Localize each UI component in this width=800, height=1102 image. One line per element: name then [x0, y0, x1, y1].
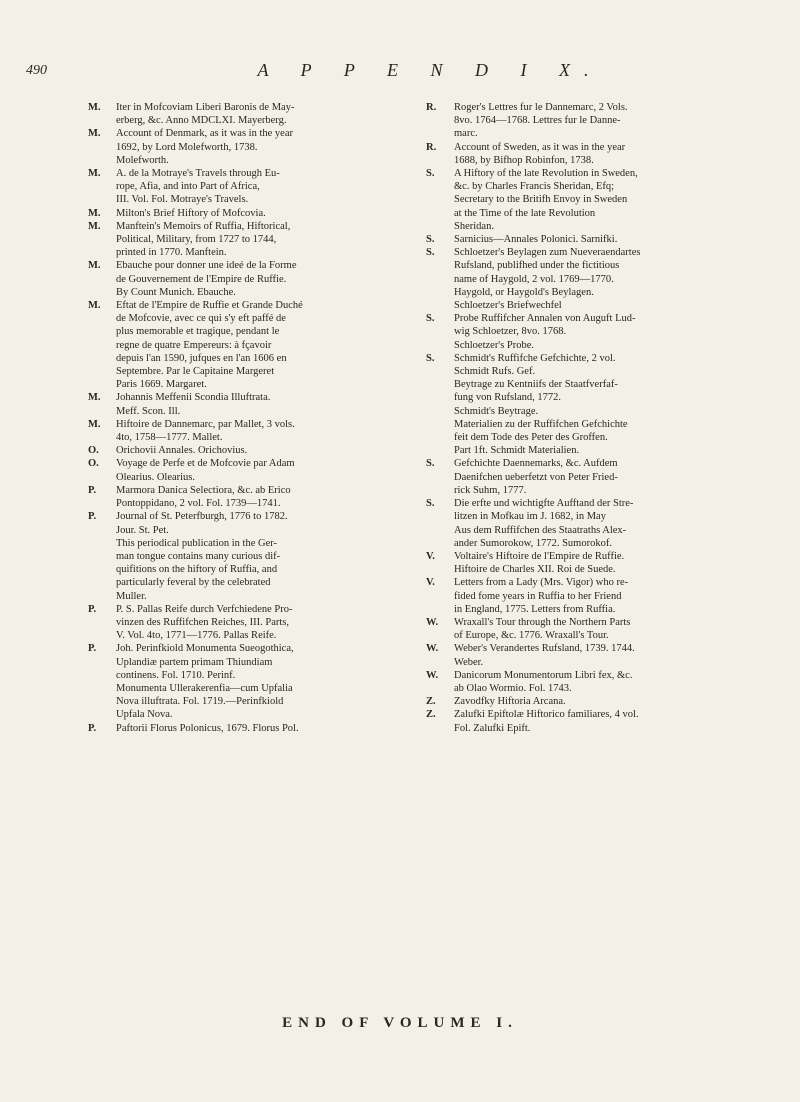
bibliography-entry — [88, 220, 418, 260]
entry-text: Zavodfky Hiftoria Arcana. — [454, 696, 566, 708]
bibliography-entry — [88, 510, 418, 602]
bibliography-entry — [426, 233, 766, 246]
entry-letter: S. — [426, 313, 435, 325]
bibliography-entry — [426, 642, 766, 668]
entry-text: Roger's Lettres fur le Dannemarc, 2 Vols. 8vo. 1764—1768. Lettres fur le Danne- marc. — [454, 102, 628, 140]
entry-letter: W. — [426, 669, 439, 681]
bibliography-entry — [88, 642, 418, 721]
bibliography-entry — [426, 312, 766, 352]
entry-text: Account of Denmark, as it was in the year 1692, by Lord Molefworth, 1738. Molefworth. — [116, 128, 293, 166]
entry-letter: O. — [88, 458, 99, 470]
entry-letter: W. — [426, 643, 439, 655]
end-of-volume: END OF VOLUME I. — [282, 1015, 518, 1031]
bibliography-entry — [426, 497, 766, 550]
bibliography-entry — [88, 722, 418, 735]
entry-text: Letters from a Lady (Mrs. Vigor) who re- fided fome years in Ruffia to her Friend in England, 1775. Letters from Ruffia. — [454, 577, 629, 615]
entry-letter: Z. — [426, 696, 436, 708]
bibliography-entry — [426, 576, 766, 616]
entry-letter: M. — [88, 207, 101, 219]
bibliography-entry — [88, 127, 418, 167]
entry-text: Joh. Perinfkiold Monumenta Sueogothica, Uplandiæ partem primam Thiundiam continens. Fol. 1710. Perinf. Monumenta Ullerakerenfia—cum Upfalia Nova illuftrata. Fol. 1719.—Perinfkiold Upfala Nova. — [116, 643, 294, 721]
entry-letter: P. — [88, 603, 97, 615]
bibliography-entry — [88, 207, 418, 220]
entry-letter: O. — [88, 445, 99, 457]
entry-text: Journal of St. Peterfburgh, 1776 to 1782. Jour. St. Pet. This periodical publication in the Ger- man tongue contains many curious dif- quifitions on the hiftory of Ruffia, and particularly feveral by the celebrated Muller. — [116, 511, 288, 602]
entry-text: Wraxall's Tour through the Northern Parts of Europe, &c. 1776. Wraxall's Tour. — [454, 616, 631, 642]
left-column — [88, 101, 418, 735]
entry-letter: M. — [88, 168, 101, 180]
entry-text: A. de la Motraye's Travels through Eu- rope, Afia, and into Part of Africa, III. Vol. Fol. Motraye's Travels. — [116, 168, 280, 206]
entry-text: Voltaire's Hiftoire de l'Empire de Ruffie. Hiftoire de Charles XII. Roi de Suede. — [454, 550, 625, 576]
entry-text: Gefchichte Daennemarks, &c. Aufdem Daenifchen ueberfetzt von Peter Fried- rick Suhm, 1777. — [454, 458, 618, 496]
entry-text: Weber's Verandertes Rufsland, 1739. 1744. Weber. — [454, 643, 635, 668]
entry-letter: V. — [426, 550, 435, 562]
bibliography-entry — [88, 603, 418, 643]
bibliography-entry — [426, 141, 766, 167]
bibliography-entry — [88, 259, 418, 299]
entry-letter: S. — [426, 168, 435, 180]
bibliography-entry — [426, 352, 766, 458]
entry-letter: S. — [426, 247, 435, 259]
entry-letter: M. — [88, 418, 101, 430]
entry-text: Zalufki Epiftolæ Hiftorico familiares, 4 vol. Fol. Zalufki Epift. — [454, 709, 639, 734]
entry-text: Orichovii Annales. Orichovius. — [116, 445, 248, 457]
bibliography-entry — [88, 444, 418, 457]
entry-text: Eftat de l'Empire de Ruffie et Grande Duché de Mofcovie, avec ce qui s'y eft paffé de plus memorable et tragique, pendant le regne de quatre Empereurs: à fçavoir depuis l'an 1590, jufques en l'an 1606 en Septembre. Par le Capitaine Margeret Paris 1669. Margaret. — [116, 300, 303, 391]
bibliography-entry — [426, 695, 766, 708]
bibliography-entry — [88, 457, 418, 483]
entry-text: Marmora Danica Selectiora, &c. ab Erico Pontoppidano, 2 vol. Fol. 1739—1741. — [116, 484, 291, 510]
bibliography-entry — [426, 708, 766, 734]
bibliography-entry — [426, 550, 766, 576]
entry-letter: M. — [88, 102, 101, 113]
bibliography-entry — [426, 101, 766, 141]
entry-text: Hiftoire de Dannemarc, par Mallet, 3 vols. 4to, 1758—1777. Mallet. — [116, 418, 295, 444]
entry-text: Probe Ruffifcher Annalen von Auguft Lud- wig Schloetzer, 8vo. 1768. Schloetzer's Probe. — [454, 313, 636, 351]
entry-letter: S. — [426, 352, 435, 364]
entry-letter: S. — [426, 498, 435, 510]
entry-letter: P. — [88, 484, 97, 496]
bibliography-entry — [88, 484, 418, 510]
entry-letter: P. — [88, 511, 97, 523]
bibliography-entry — [88, 299, 418, 391]
entry-letter: M. — [88, 300, 101, 312]
entry-text: Schmidt's Ruffifche Gefchichte, 2 vol. Schmidt Rufs. Gef. Beytrage zu Kentniifs der Staatfverfaf- fung von Rufsland, 1772. Schmidt's Beytrage. Materialien zu der Ruffifchen Gefchichte feit dem Tode des Peter des Groffen. Part 1ft. Schmidt Materialien. — [454, 352, 628, 457]
entry-text: Milton's Brief Hiftory of Mofcovia. — [116, 207, 266, 219]
page-number: 490 — [26, 63, 47, 78]
entry-letter: M. — [88, 392, 101, 404]
entry-text: Account of Sweden, as it was in the year 1688, by Bifhop Robinfon, 1738. — [454, 141, 626, 166]
entry-text: Die erfte und wichtigfte Aufftand der Stre- litzen in Mofkau im J. 1682, in May Aus dem Ruffifchen des Staatraths Alex- ander Sumorokow, 1772. Sumorokof. — [454, 498, 634, 549]
bibliography-entry — [88, 167, 418, 207]
entry-letter: Z. — [426, 709, 436, 721]
entry-text: Ebauche pour donner une ideé de la Forme de Gouvernement de l'Empire de Ruffie. By Count Munich. Ebauche. — [116, 260, 297, 298]
entry-letter: M. — [88, 260, 101, 272]
entry-letter: S. — [426, 234, 435, 246]
entry-letter: M. — [88, 220, 101, 232]
entry-text: Voyage de Perfe et de Mofcovie par Adam Olearius. Olearius. — [116, 458, 295, 483]
bibliography-entry — [88, 391, 418, 417]
bibliography-entry — [88, 418, 418, 444]
entry-letter: M. — [88, 128, 101, 140]
entry-text: A Hiftory of the late Revolution in Sweden, &c. by Charles Francis Sheridan, Efq; Secretary to the Britifh Envoy in Sweden at the Time of the late Revolution Sheridan. — [454, 168, 638, 232]
bibliography-entry — [426, 669, 766, 695]
entry-letter: W. — [426, 616, 439, 628]
bibliography-entry — [426, 616, 766, 642]
entry-text: Manftein's Memoirs of Ruffia, Hiftorical, Political, Military, from 1727 to 1744, printed in 1770. Manftein. — [116, 220, 291, 259]
entry-letter: P. — [88, 722, 97, 734]
entry-text: Johannis Meffenii Scondia Illuftrata. Meff. Scon. Ill. — [116, 392, 271, 417]
entry-text: Danicorum Monumentorum Libri fex, &c. ab Olao Wormio. Fol. 1743. — [454, 669, 633, 694]
entry-letter: R. — [426, 102, 437, 113]
entry-letter: V. — [426, 577, 435, 589]
entry-letter: S. — [426, 458, 435, 470]
running-head: A P P E N D I X. — [257, 60, 603, 80]
bibliography-entry — [88, 101, 418, 127]
bibliography-entry — [426, 246, 766, 312]
entry-text: Sarnicius—Annales Polonici. Sarnifki. — [454, 234, 618, 246]
entry-text: Iter in Mofcoviam Liberi Baronis de May- erberg, &c. Anno MDCLXI. Mayerberg. — [116, 102, 295, 127]
entry-text: Paftorii Florus Polonicus, 1679. Florus Pol. — [116, 722, 299, 734]
entry-letter: R. — [426, 141, 437, 153]
right-column — [426, 101, 766, 735]
entry-text: P. S. Pallas Reife durch Verfchiedene Pro- vinzen des Ruffifchen Reiches, III. Parts, V. Vol. 4to, 1771—1776. Pallas Reife. — [116, 603, 293, 642]
bibliography-entry — [426, 167, 766, 233]
entry-text: Schloetzer's Beylagen zum Nueveraendartes Rufsland, publifhed under the fictitious name of Haygold, 2 vol. 1769—1770. Haygold, or Haygold's Beylagen. Schloetzer's Briefwechfel — [454, 247, 641, 312]
entry-letter: P. — [88, 643, 97, 655]
bibliography-entry — [426, 457, 766, 497]
